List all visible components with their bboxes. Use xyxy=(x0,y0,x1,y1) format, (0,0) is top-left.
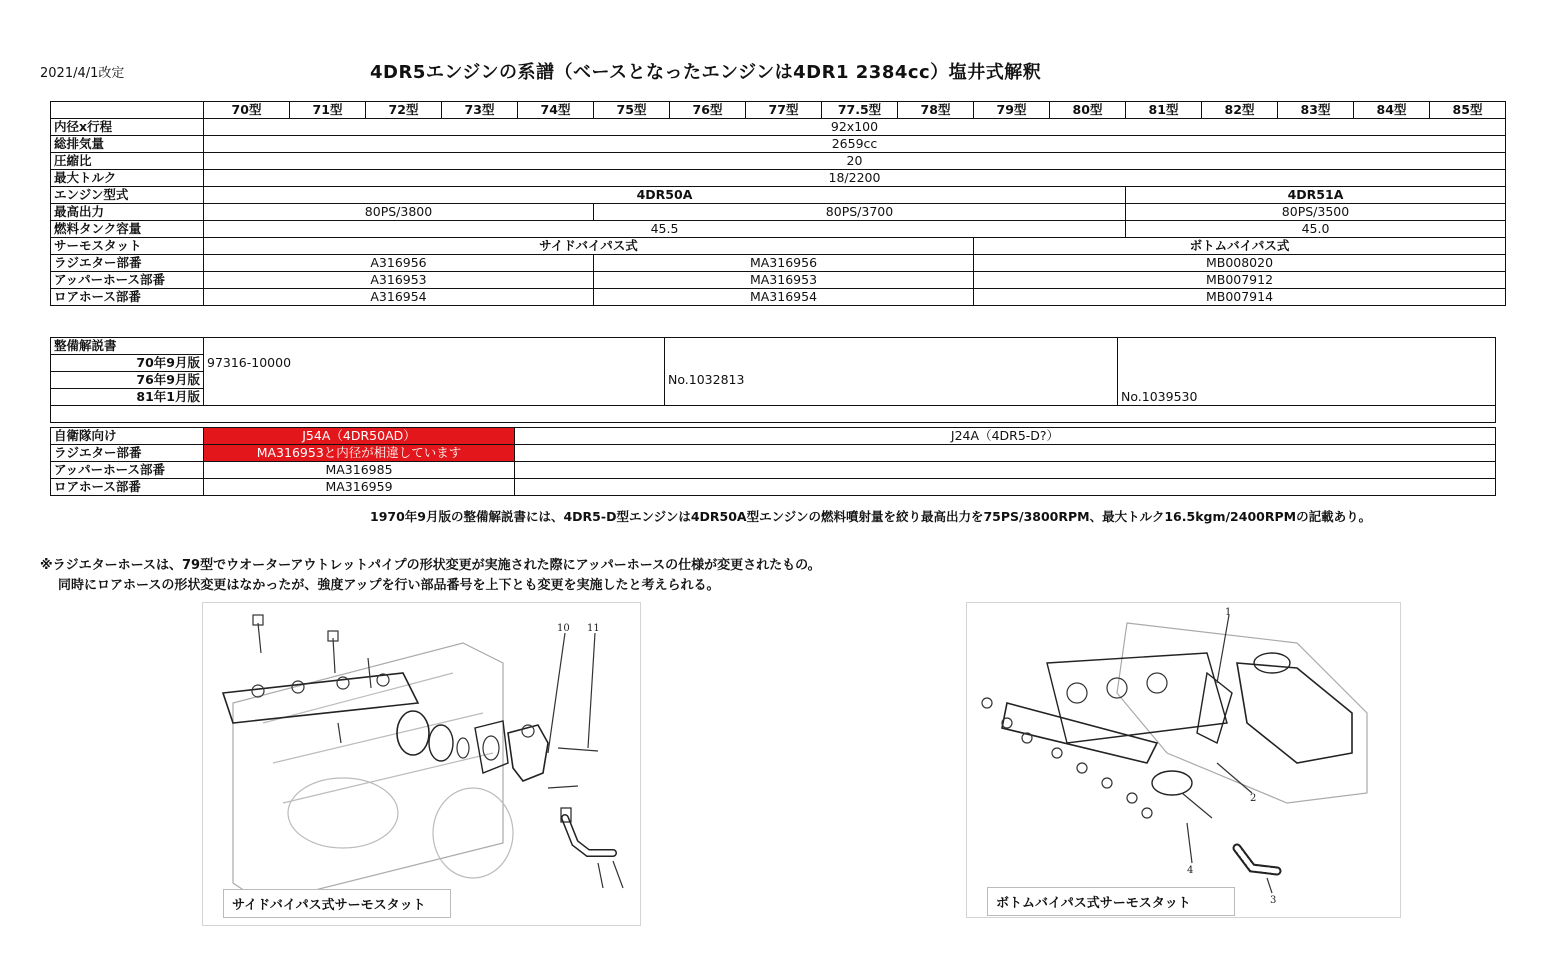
torque-value: 18/2200 xyxy=(204,170,1506,187)
year-85: 85型 xyxy=(1430,102,1506,119)
manual-col-a xyxy=(204,338,665,355)
year-70: 70型 xyxy=(204,102,290,119)
sdf-upper-hose: MA316985 xyxy=(204,462,515,479)
sdf-radiator-note: MA316953と内径が相違しています xyxy=(204,445,515,462)
part-number-1: 1 xyxy=(1225,607,1232,618)
sdf-table xyxy=(50,427,1496,496)
table-row xyxy=(51,187,1506,204)
manual-value-81: No.1039530 xyxy=(1118,389,1496,406)
revision-date: 2021/4/1改定 xyxy=(40,66,125,81)
table-row xyxy=(51,221,1506,238)
upper-hose-c: MB007912 xyxy=(974,272,1506,289)
upper-hose-a: A316953 xyxy=(204,272,594,289)
max-output-b: 80PS/3700 xyxy=(594,204,1126,221)
manual-value-76: No.1032813 xyxy=(665,372,1118,389)
table-row xyxy=(51,355,1496,372)
table-row xyxy=(51,136,1506,153)
table-row xyxy=(51,204,1506,221)
bottom-bypass-figure xyxy=(966,602,1401,918)
thermostat-a: サイドバイパス式 xyxy=(204,238,974,255)
year-71: 71型 xyxy=(290,102,366,119)
lower-hose-c: MB007914 xyxy=(974,289,1506,306)
footnote: 1970年9月版の整備解説書には、4DR5-D型エンジンは4DR50A型エンジンの燃料噴射量を絞り最高出力を75PS/3800RPM、最大トルク16.5kgm/2400RPMの記載あり。 xyxy=(370,509,1372,524)
manual-value-70: 97316-10000 xyxy=(204,355,665,372)
spec-table xyxy=(50,101,1506,306)
table-row xyxy=(51,389,1496,406)
manual-col-c xyxy=(1118,338,1496,355)
row-label-upper-hose: アッパーホース部番 xyxy=(51,272,204,289)
year-76: 76型 xyxy=(670,102,746,119)
year-75: 75型 xyxy=(594,102,670,119)
manual-row-76: 76年9月版 xyxy=(51,372,204,389)
row-label-displacement: 総排気量 xyxy=(51,136,204,153)
sdf-row-label-4: ロアホース部番 xyxy=(51,479,204,496)
year-77: 77型 xyxy=(746,102,822,119)
part-number-3: 3 xyxy=(1270,895,1277,906)
row-label-torque: 最大トルク xyxy=(51,170,204,187)
sdf-row-label-3: アッパーホース部番 xyxy=(51,462,204,479)
table-row xyxy=(51,238,1506,255)
year-80: 80型 xyxy=(1050,102,1126,119)
year-78: 78型 xyxy=(898,102,974,119)
year-74: 74型 xyxy=(518,102,594,119)
manual-title: 整備解説書 xyxy=(51,338,204,355)
row-label-compression: 圧縮比 xyxy=(51,153,204,170)
row-label-radiator: ラジエター部番 xyxy=(51,255,204,272)
compression-value: 20 xyxy=(204,153,1506,170)
row-label-fuel-tank: 燃料タンク容量 xyxy=(51,221,204,238)
part-number-10: 10 xyxy=(557,623,570,634)
engine-model-b: 4DR51A xyxy=(1126,187,1506,204)
fuel-tank-b: 45.0 xyxy=(1126,221,1506,238)
year-72: 72型 xyxy=(366,102,442,119)
bottom-bypass-caption: ボトムバイパス式サーモスタット xyxy=(987,887,1235,916)
sdf-row-label-1: 自衛隊向け xyxy=(51,428,204,445)
radiator-b: MA316956 xyxy=(594,255,974,272)
part-number-11: 11 xyxy=(587,623,600,634)
table-row xyxy=(51,153,1506,170)
year-73: 73型 xyxy=(442,102,518,119)
sdf-j54a-cell: J54A（4DR50AD） xyxy=(204,428,515,445)
table-row xyxy=(51,119,1506,136)
max-output-c: 80PS/3500 xyxy=(1126,204,1506,221)
manual-col-b xyxy=(665,338,1118,355)
table-row xyxy=(51,428,1496,445)
row-label-bore-stroke: 内径x行程 xyxy=(51,119,204,136)
thermostat-b: ボトムバイパス式 xyxy=(974,238,1506,255)
sdf-row-label-2: ラジエター部番 xyxy=(51,445,204,462)
radiator-a: A316956 xyxy=(204,255,594,272)
upper-hose-b: MA316953 xyxy=(594,272,974,289)
year-79: 79型 xyxy=(974,102,1050,119)
table-row xyxy=(51,338,1496,355)
manual-row-70: 70年9月版 xyxy=(51,355,204,372)
sdf-lower-hose: MA316959 xyxy=(204,479,515,496)
row-label-engine-model: エンジン型式 xyxy=(51,187,204,204)
displacement-value: 2659cc xyxy=(204,136,1506,153)
table-row xyxy=(51,445,1496,462)
year-82: 82型 xyxy=(1202,102,1278,119)
table-row xyxy=(51,255,1506,272)
year-77-5: 77.5型 xyxy=(822,102,898,119)
part-number-4: 4 xyxy=(1187,865,1194,876)
table-row xyxy=(51,462,1496,479)
lower-hose-a: A316954 xyxy=(204,289,594,306)
part-number-2: 2 xyxy=(1250,793,1257,804)
table-row xyxy=(51,479,1496,496)
table-row xyxy=(51,272,1506,289)
bore-stroke-value: 92x100 xyxy=(204,119,1506,136)
fuel-tank-a: 45.5 xyxy=(204,221,1126,238)
table-row xyxy=(51,372,1496,389)
year-header-row xyxy=(51,102,1506,119)
table-row xyxy=(51,289,1506,306)
sdf-j24a-cell: J24A（4DR5-D?） xyxy=(515,428,1496,445)
note-line-1: ※ラジエターホースは、79型でウオーターアウトレットパイプの形状変更が実施された際にアッパーホースの仕様が変更されたもの。 xyxy=(40,558,821,573)
table-row xyxy=(51,170,1506,187)
row-label-thermostat: サーモスタット xyxy=(51,238,204,255)
bottom-bypass-drawing xyxy=(967,603,1400,917)
note-line-2: 同時にロアホースの形状変更はなかったが、強度アップを行い部品番号を上下とも変更を実施したと考えられる。 xyxy=(58,578,720,593)
year-84: 84型 xyxy=(1354,102,1430,119)
manual-table xyxy=(50,337,1496,423)
manual-row-81: 81年1月版 xyxy=(51,389,204,406)
engine-model-a: 4DR50A xyxy=(204,187,1126,204)
side-bypass-drawing xyxy=(203,603,640,925)
corner-cell xyxy=(51,102,204,119)
year-81: 81型 xyxy=(1126,102,1202,119)
row-label-max-output: 最高出力 xyxy=(51,204,204,221)
max-output-a: 80PS/3800 xyxy=(204,204,594,221)
manual-blank-row xyxy=(51,406,1496,423)
lower-hose-b: MA316954 xyxy=(594,289,974,306)
page-title: 4DR5エンジンの系譜（ベースとなったエンジンは4DR1 2384cc）塩井式解釈 xyxy=(370,62,1042,83)
year-83: 83型 xyxy=(1278,102,1354,119)
side-bypass-caption: サイドバイパス式サーモスタット xyxy=(223,889,451,918)
radiator-c: MB008020 xyxy=(974,255,1506,272)
row-label-lower-hose: ロアホース部番 xyxy=(51,289,204,306)
table-row xyxy=(51,406,1496,423)
side-bypass-figure xyxy=(202,602,641,926)
